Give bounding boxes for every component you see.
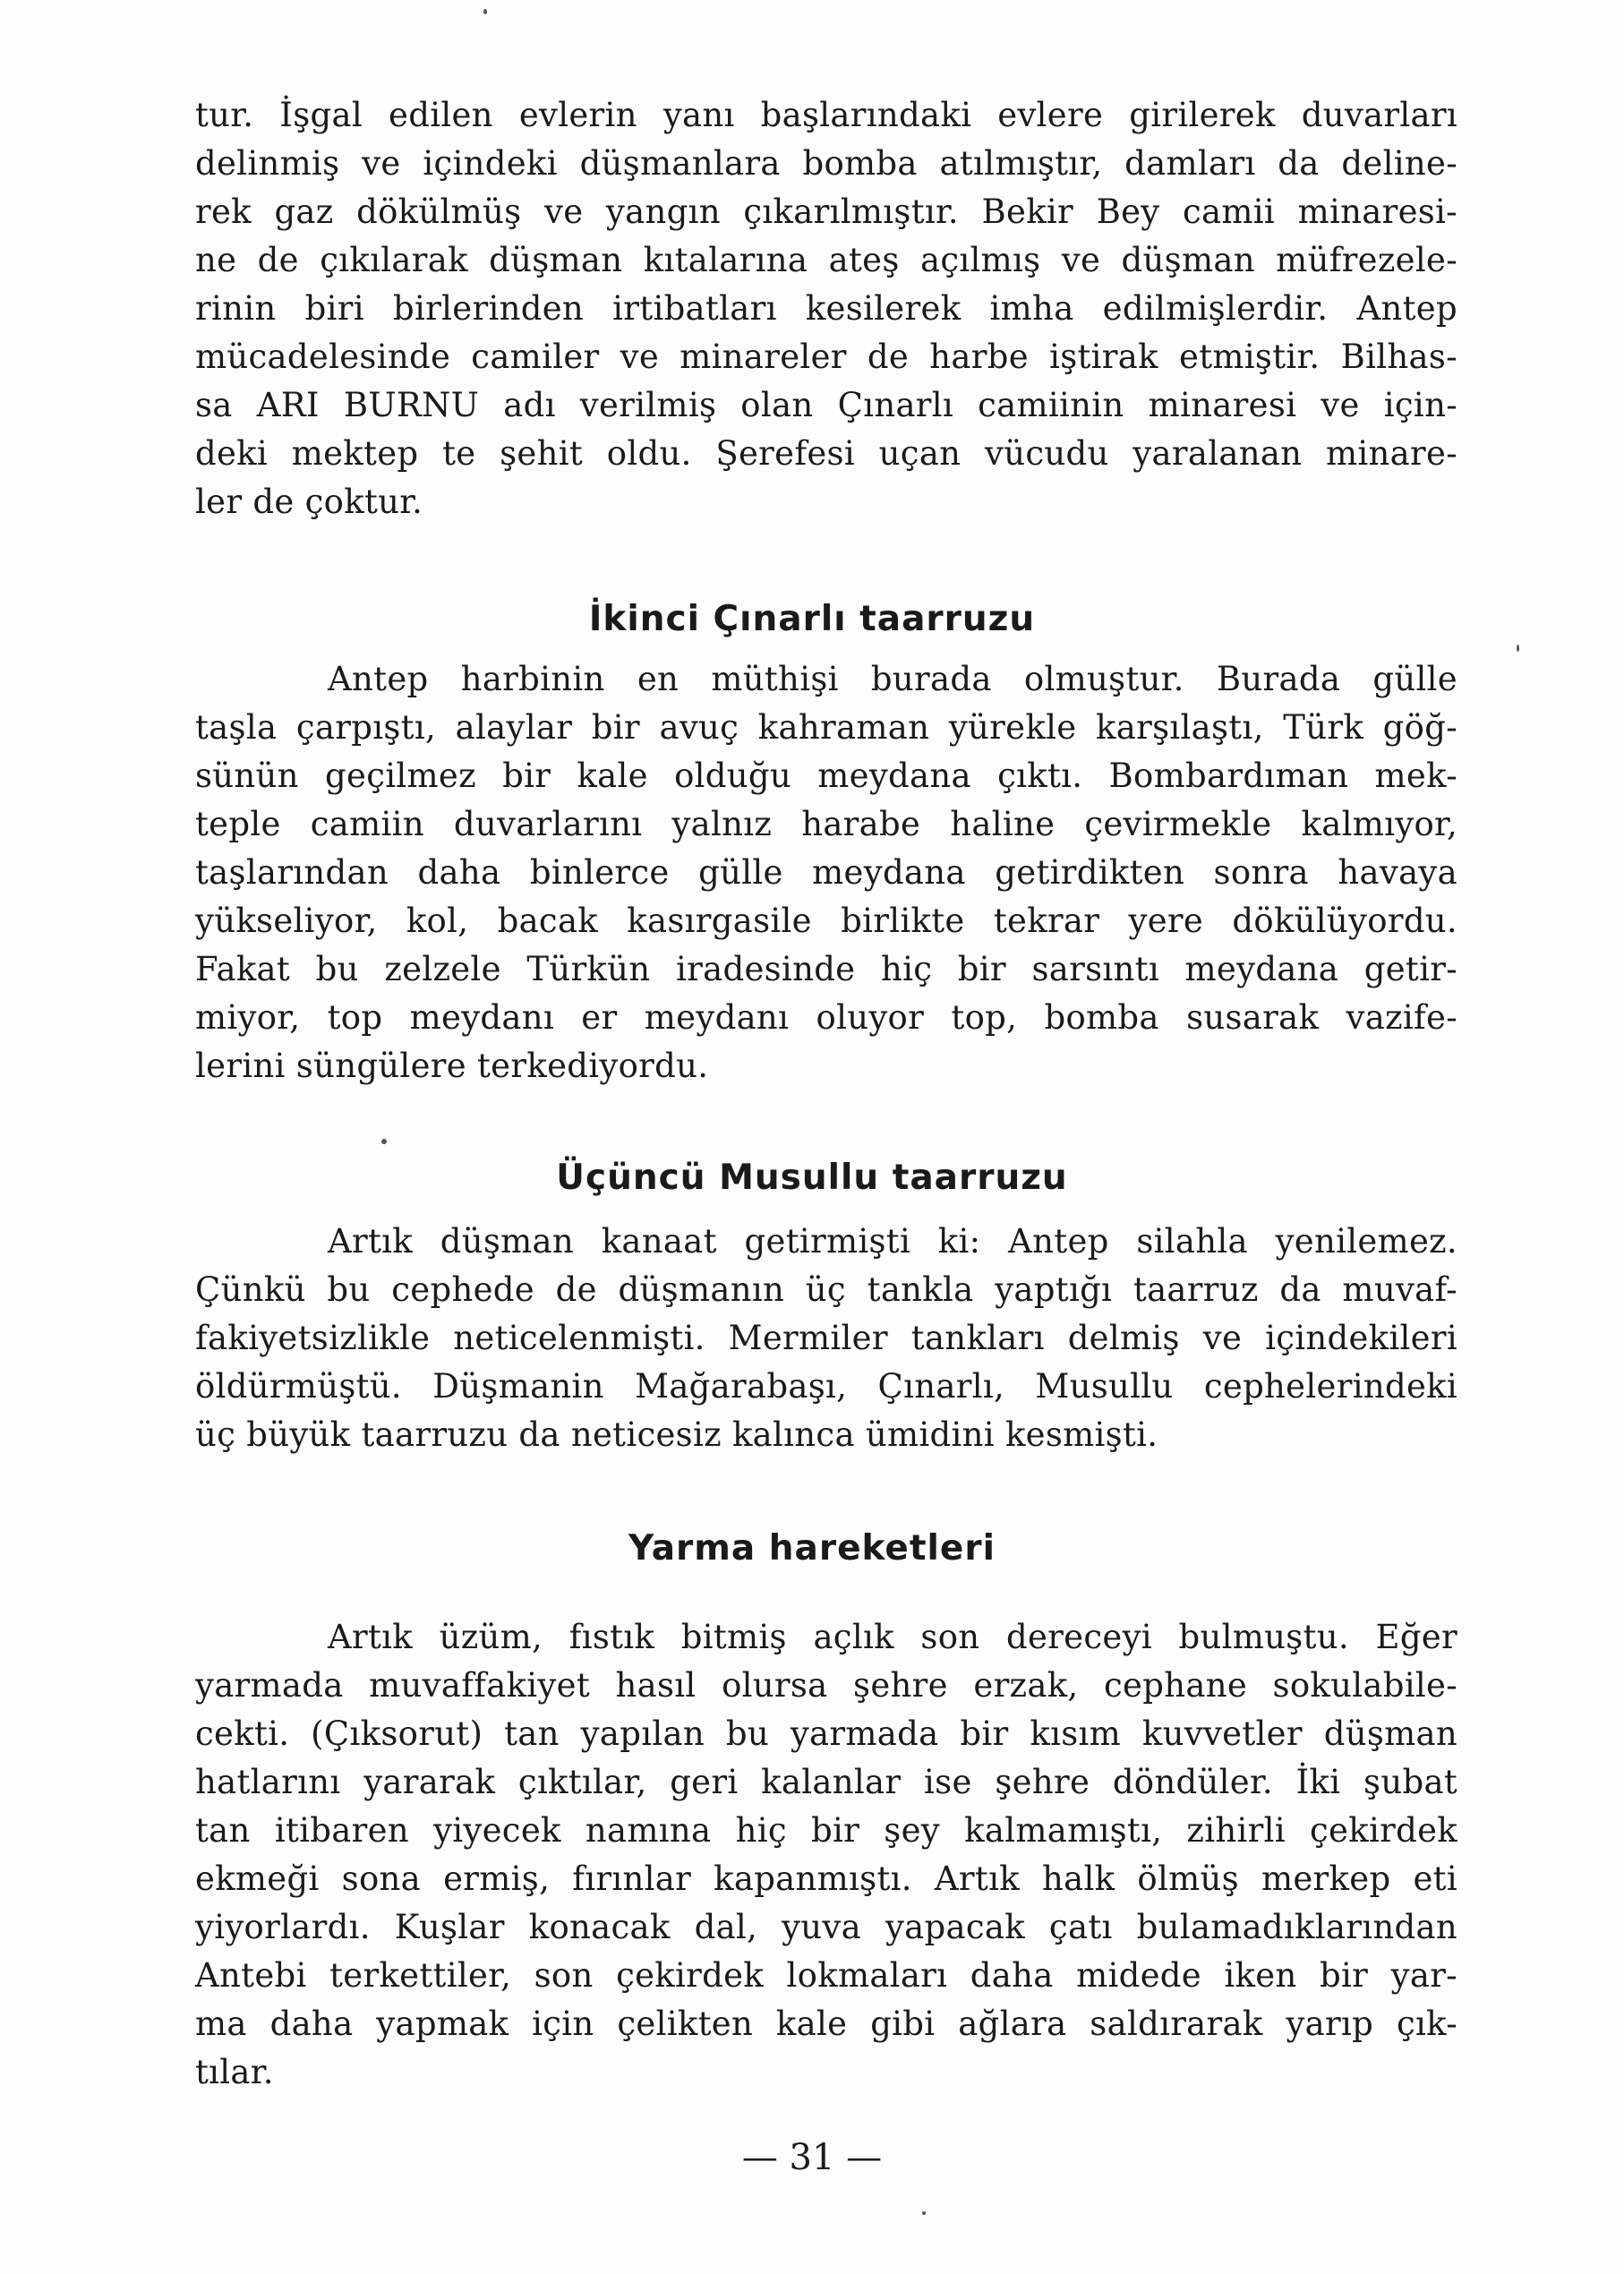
text-line: hatlarını yararak çıktılar, geri kalanlar ise şehre döndüler. İki şubat bbox=[195, 1763, 1457, 1801]
text-line: tan itibaren yiyecek namına hiç bir şey kalmamıştı, zihirli çekirdek bbox=[195, 1811, 1457, 1850]
scan-speck bbox=[922, 2211, 926, 2215]
text-line: Artık üzüm, fıstık bitmiş açlık son dereceyi bulmuştu. Eğer bbox=[328, 1618, 1457, 1656]
text-line: rek gaz dökülmüş ve yangın çıkarılmıştır. Bekir Bey camii minaresi- bbox=[195, 192, 1457, 231]
text-line: ler de çoktur. bbox=[195, 483, 423, 521]
section-heading-ucuncu-musullu: Üçüncü Musullu taarruzu bbox=[556, 1158, 1068, 1198]
text-line: Antebi terkettiler, son çekirdek lokmaları daha midede iken bir yar- bbox=[195, 1956, 1457, 1995]
text-line: Artık düşman kanaat getirmişti ki: Antep silahla yenilemez. bbox=[328, 1222, 1457, 1261]
text-line: Antep harbinin en müthişi burada olmuştur. Burada gülle bbox=[328, 660, 1457, 698]
text-line: ma daha yapmak için çelikten kale gibi ağlara saldırarak yarıp çık- bbox=[195, 2005, 1457, 2043]
text-line: tılar. bbox=[195, 2053, 274, 2091]
text-line: rinin biri birlerinden irtibatları kesilerek imha edilmişlerdir. Antep bbox=[195, 289, 1457, 328]
text-line: taşlarından daha binlerce gülle meydana getirdikten sonra havaya bbox=[195, 853, 1457, 892]
text-line: miyor, top meydanı er meydanı oluyor top, bomba susarak vazife- bbox=[195, 998, 1457, 1037]
text-line: delinmiş ve içindeki düşmanlara bomba atılmıştır, damları da deline- bbox=[195, 144, 1457, 183]
scan-speck bbox=[381, 1139, 387, 1144]
scan-speck bbox=[483, 9, 487, 14]
text-line: ekmeği sona ermiş, fırınlar kapanmıştı. Artık halk ölmüş merkep eti bbox=[195, 1859, 1457, 1898]
text-line: teple camiin duvarlarını yalnız harabe haline çevirmekle kalmıyor, bbox=[195, 805, 1457, 843]
text-line: sünün geçilmez bir kale olduğu meydana çıktı. Bombardıman mek- bbox=[195, 757, 1457, 795]
text-line: mücadelesinde camiler ve minareler de harbe iştirak etmiştir. Bilhas- bbox=[195, 338, 1457, 376]
text-line: ne de çıkılarak düşman kıtalarına ateş açılmış ve düşman müfrezele- bbox=[195, 241, 1457, 279]
text-line: Fakat bu zelzele Türkün iradesinde hiç bir sarsıntı meydana getir- bbox=[195, 950, 1457, 988]
text-line: öldürmüştü. Düşmanin Mağarabaşı, Çınarlı, Musullu cephelerindeki bbox=[195, 1367, 1457, 1406]
text-line: taşla çarpıştı, alaylar bir avuç kahraman yürekle karşılaştı, Türk göğ- bbox=[195, 708, 1457, 747]
text-line: tur. İşgal edilen evlerin yanı başlarındaki evlere girilerek duvarları bbox=[195, 96, 1457, 134]
text-line: cekti. (Çıksorut) tan yapılan bu yarmada bir kısım kuvvetler düşman bbox=[195, 1714, 1457, 1753]
text-line: deki mektep te şehit oldu. Şerefesi uçan vücudu yaralanan minare- bbox=[195, 434, 1457, 473]
text-line: sa ARI BURNU adı verilmiş olan Çınarlı camiinin minaresi ve için- bbox=[195, 386, 1457, 424]
text-line: Çünkü bu cephede de düşmanın üç tankla yaptığı taarruz da muvaf- bbox=[195, 1270, 1457, 1309]
scan-speck bbox=[1517, 645, 1519, 652]
section-heading-ikinci-cinarli: İkinci Çınarlı taarruzu bbox=[588, 599, 1036, 639]
text-line: üç büyük taarruzu da neticesiz kalınca ümidini kesmişti. bbox=[195, 1415, 1158, 1454]
text-line: fakiyetsizlikle neticelenmişti. Mermiler tankları delmiş ve içindekileri bbox=[195, 1319, 1457, 1357]
page-number: — 31 — bbox=[741, 2137, 883, 2178]
text-line: yükseliyor, kol, bacak kasırgasile birlikte tekrar yere dökülüyordu. bbox=[195, 902, 1457, 940]
text-line: yiyorlardı. Kuşlar konacak dal, yuva yapacak çatı bulamadıklarından bbox=[195, 1908, 1457, 1946]
text-line: yarmada muvaffakiyet hasıl olursa şehre erzak, cephane sokulabile- bbox=[195, 1666, 1457, 1705]
section-heading-yarma-hareketleri: Yarma hareketleri bbox=[628, 1528, 996, 1569]
text-line: lerini süngülere terkediyordu. bbox=[195, 1047, 709, 1085]
